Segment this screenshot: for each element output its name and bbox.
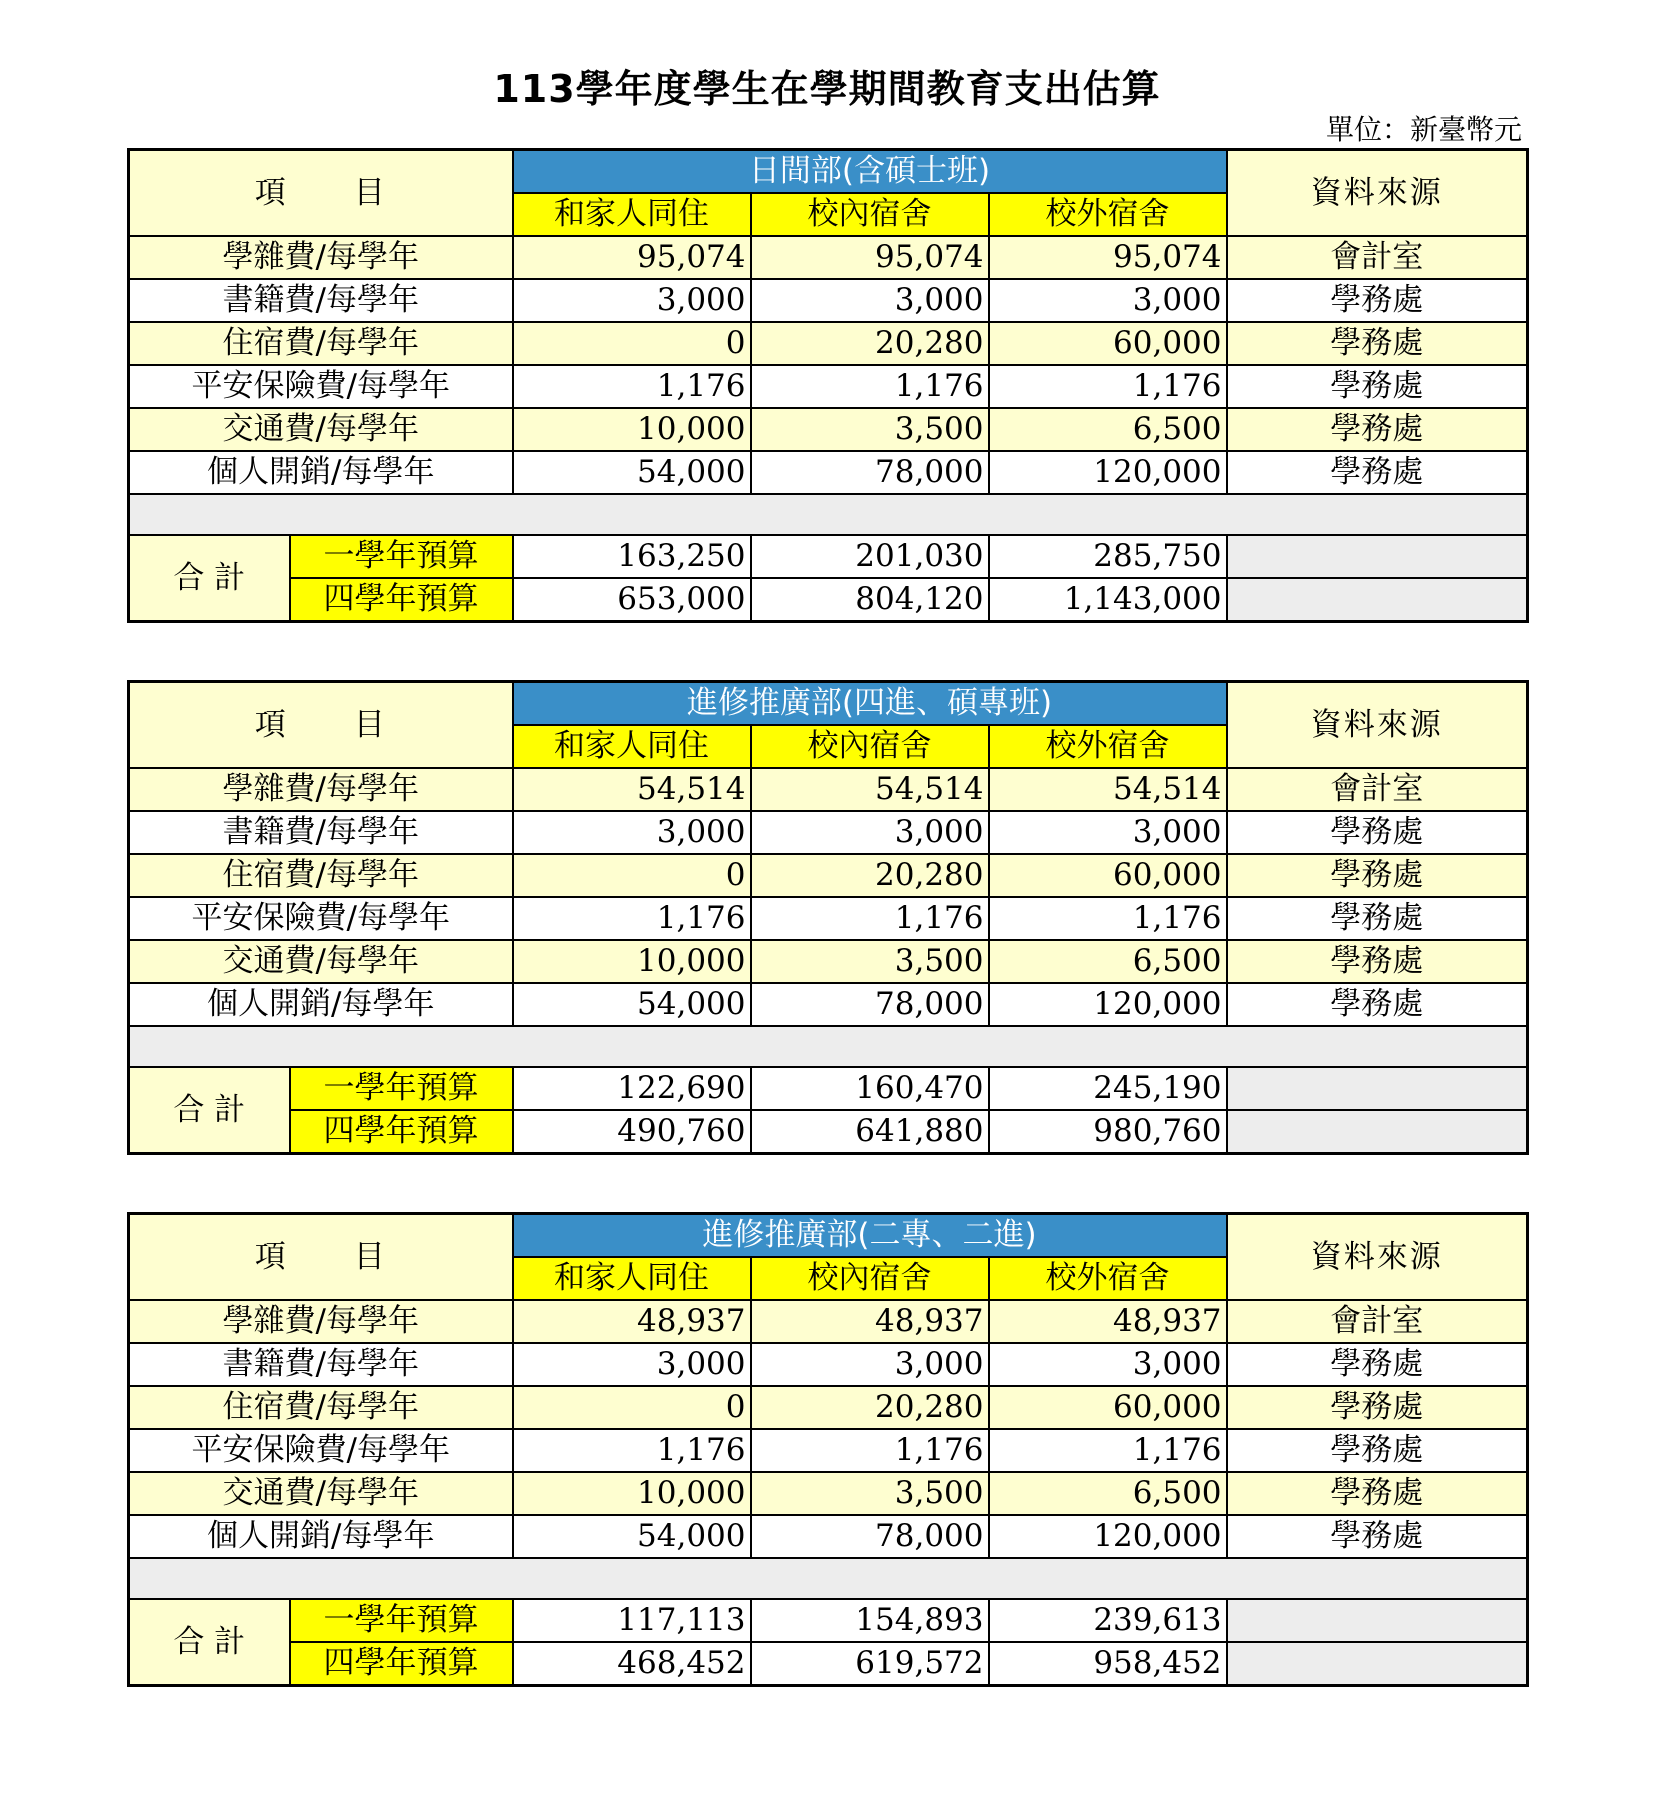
value-cell: 1,176 [989, 1429, 1227, 1472]
value-cell: 78,000 [751, 1515, 989, 1558]
table-row [129, 1386, 1528, 1429]
value-cell: 20,280 [751, 1386, 989, 1429]
value-cell: 6,500 [989, 940, 1227, 983]
value-cell: 1,176 [751, 897, 989, 940]
empty-source-cell [1227, 578, 1528, 622]
spacer-row [129, 1026, 1528, 1067]
value-cell: 48,937 [989, 1300, 1227, 1343]
item-header: 項 目 [129, 1214, 513, 1301]
value-cell: 20,280 [751, 322, 989, 365]
value-cell: 54,514 [989, 768, 1227, 811]
value-cell: 3,000 [751, 1343, 989, 1386]
table-row [129, 1515, 1528, 1558]
table-row [129, 236, 1528, 279]
value-cell: 6,500 [989, 1472, 1227, 1515]
table-row [129, 1429, 1528, 1472]
source-cell: 會計室 [1227, 1300, 1528, 1343]
row-label: 平安保險費/每學年 [129, 1429, 513, 1472]
row-label: 個人開銷/每學年 [129, 1515, 513, 1558]
value-cell: 3,000 [989, 279, 1227, 322]
total-row [129, 1110, 1528, 1154]
total-row [129, 1067, 1528, 1110]
row-label: 住宿費/每學年 [129, 322, 513, 365]
empty-source-cell [1227, 1067, 1528, 1110]
value-cell: 54,000 [513, 1515, 751, 1558]
value-cell: 10,000 [513, 408, 751, 451]
table-row [129, 940, 1528, 983]
value-cell: 54,000 [513, 451, 751, 494]
spacer-cell [129, 494, 1528, 535]
total-value: 117,113 [513, 1599, 751, 1642]
row-label: 住宿費/每學年 [129, 1386, 513, 1429]
total-value: 468,452 [513, 1642, 751, 1686]
total-label: 合 計 [129, 1599, 290, 1686]
table-row [129, 1300, 1528, 1343]
value-cell: 48,937 [513, 1300, 751, 1343]
value-cell: 95,074 [513, 236, 751, 279]
row-label: 書籍費/每學年 [129, 1343, 513, 1386]
source-cell: 學務處 [1227, 1515, 1528, 1558]
row-label: 學雜費/每學年 [129, 768, 513, 811]
source-cell: 學務處 [1227, 322, 1528, 365]
table-row [129, 897, 1528, 940]
value-cell: 3,000 [751, 811, 989, 854]
spacer-row [129, 494, 1528, 535]
source-cell: 學務處 [1227, 1429, 1528, 1472]
budget-label: 一學年預算 [290, 535, 513, 578]
total-value: 653,000 [513, 578, 751, 622]
group-header: 進修推廣部(四進、碩專班) [513, 682, 1227, 726]
value-cell: 1,176 [751, 365, 989, 408]
table-row [129, 451, 1528, 494]
total-label: 合 計 [129, 535, 290, 622]
total-value: 201,030 [751, 535, 989, 578]
value-cell: 3,000 [989, 1343, 1227, 1386]
budget-label: 一學年預算 [290, 1599, 513, 1642]
value-cell: 3,000 [513, 811, 751, 854]
value-cell: 10,000 [513, 1472, 751, 1515]
value-cell: 1,176 [989, 897, 1227, 940]
value-cell: 1,176 [513, 897, 751, 940]
empty-source-cell [1227, 1642, 1528, 1686]
row-label: 住宿費/每學年 [129, 854, 513, 897]
table-row [129, 854, 1528, 897]
expense-table [127, 1212, 1529, 1687]
value-cell: 3,500 [751, 1472, 989, 1515]
value-cell: 3,000 [989, 811, 1227, 854]
budget-label: 一學年預算 [290, 1067, 513, 1110]
total-label: 合 計 [129, 1067, 290, 1154]
total-row [129, 578, 1528, 622]
total-value: 163,250 [513, 535, 751, 578]
row-label: 平安保險費/每學年 [129, 897, 513, 940]
value-cell: 60,000 [989, 854, 1227, 897]
value-cell: 95,074 [989, 236, 1227, 279]
source-cell: 學務處 [1227, 1343, 1528, 1386]
source-header: 資料來源 [1227, 150, 1528, 237]
value-cell: 1,176 [989, 365, 1227, 408]
row-label: 交通費/每學年 [129, 1472, 513, 1515]
table-row [129, 365, 1528, 408]
value-cell: 54,514 [513, 768, 751, 811]
source-cell: 學務處 [1227, 365, 1528, 408]
table-row [129, 408, 1528, 451]
column-header: 校外宿舍 [989, 725, 1227, 768]
row-label: 書籍費/每學年 [129, 279, 513, 322]
budget-label: 四學年預算 [290, 1642, 513, 1686]
header-row [129, 1214, 1528, 1258]
budget-label: 四學年預算 [290, 578, 513, 622]
header-row [129, 682, 1528, 726]
value-cell: 0 [513, 322, 751, 365]
value-cell: 60,000 [989, 322, 1227, 365]
row-label: 個人開銷/每學年 [129, 451, 513, 494]
source-cell: 學務處 [1227, 1472, 1528, 1515]
total-row [129, 535, 1528, 578]
table-row [129, 768, 1528, 811]
value-cell: 78,000 [751, 451, 989, 494]
row-label: 交通費/每學年 [129, 408, 513, 451]
value-cell: 6,500 [989, 408, 1227, 451]
budget-label: 四學年預算 [290, 1110, 513, 1154]
table-row [129, 279, 1528, 322]
row-label: 書籍費/每學年 [129, 811, 513, 854]
spacer-cell [129, 1558, 1528, 1599]
value-cell: 54,000 [513, 983, 751, 1026]
value-cell: 95,074 [751, 236, 989, 279]
row-label: 平安保險費/每學年 [129, 365, 513, 408]
value-cell: 3,000 [751, 279, 989, 322]
row-label: 學雜費/每學年 [129, 1300, 513, 1343]
value-cell: 3,000 [513, 1343, 751, 1386]
value-cell: 48,937 [751, 1300, 989, 1343]
value-cell: 1,176 [513, 1429, 751, 1472]
column-header: 校內宿舍 [751, 193, 989, 236]
table-row [129, 983, 1528, 1026]
row-label: 學雜費/每學年 [129, 236, 513, 279]
column-header: 和家人同住 [513, 725, 751, 768]
spacer-row [129, 1558, 1528, 1599]
table-row [129, 811, 1528, 854]
value-cell: 54,514 [751, 768, 989, 811]
total-row [129, 1599, 1528, 1642]
total-value: 980,760 [989, 1110, 1227, 1154]
table-row [129, 1472, 1528, 1515]
total-value: 160,470 [751, 1067, 989, 1110]
expense-table [127, 148, 1529, 623]
source-cell: 學務處 [1227, 940, 1528, 983]
total-row [129, 1642, 1528, 1686]
total-value: 804,120 [751, 578, 989, 622]
value-cell: 0 [513, 854, 751, 897]
value-cell: 20,280 [751, 854, 989, 897]
column-header: 校內宿舍 [751, 725, 989, 768]
empty-source-cell [1227, 1599, 1528, 1642]
item-header: 項 目 [129, 150, 513, 237]
total-value: 122,690 [513, 1067, 751, 1110]
total-value: 1,143,000 [989, 578, 1227, 622]
empty-source-cell [1227, 535, 1528, 578]
page-title: 113學年度學生在學期間教育支出估算 [493, 67, 1161, 111]
expense-table [127, 680, 1529, 1155]
total-value: 641,880 [751, 1110, 989, 1154]
source-cell: 學務處 [1227, 408, 1528, 451]
column-header: 校內宿舍 [751, 1257, 989, 1300]
source-cell: 學務處 [1227, 1386, 1528, 1429]
table-row [129, 1343, 1528, 1386]
total-value: 154,893 [751, 1599, 989, 1642]
value-cell: 1,176 [513, 365, 751, 408]
source-cell: 學務處 [1227, 451, 1528, 494]
value-cell: 1,176 [751, 1429, 989, 1472]
value-cell: 60,000 [989, 1386, 1227, 1429]
value-cell: 120,000 [989, 983, 1227, 1026]
row-label: 交通費/每學年 [129, 940, 513, 983]
value-cell: 120,000 [989, 1515, 1227, 1558]
column-header: 校外宿舍 [989, 193, 1227, 236]
header-row [129, 150, 1528, 194]
source-cell: 學務處 [1227, 983, 1528, 1026]
value-cell: 0 [513, 1386, 751, 1429]
empty-source-cell [1227, 1110, 1528, 1154]
group-header: 進修推廣部(二專、二進) [513, 1214, 1227, 1258]
source-cell: 學務處 [1227, 811, 1528, 854]
spacer-cell [129, 1026, 1528, 1067]
total-value: 958,452 [989, 1642, 1227, 1686]
column-header: 和家人同住 [513, 1257, 751, 1300]
unit-label: 單位：新臺幣元 [1325, 113, 1522, 146]
item-header: 項 目 [129, 682, 513, 769]
total-value: 490,760 [513, 1110, 751, 1154]
column-header: 校外宿舍 [989, 1257, 1227, 1300]
source-cell: 學務處 [1227, 897, 1528, 940]
row-label: 個人開銷/每學年 [129, 983, 513, 1026]
column-header: 和家人同住 [513, 193, 751, 236]
source-header: 資料來源 [1227, 1214, 1528, 1301]
value-cell: 10,000 [513, 940, 751, 983]
value-cell: 3,500 [751, 940, 989, 983]
source-cell: 學務處 [1227, 854, 1528, 897]
value-cell: 120,000 [989, 451, 1227, 494]
source-header: 資料來源 [1227, 682, 1528, 769]
value-cell: 3,000 [513, 279, 751, 322]
source-cell: 會計室 [1227, 768, 1528, 811]
source-cell: 會計室 [1227, 236, 1528, 279]
total-value: 285,750 [989, 535, 1227, 578]
group-header: 日間部(含碩士班) [513, 150, 1227, 194]
value-cell: 78,000 [751, 983, 989, 1026]
total-value: 239,613 [989, 1599, 1227, 1642]
value-cell: 3,500 [751, 408, 989, 451]
source-cell: 學務處 [1227, 279, 1528, 322]
table-row [129, 322, 1528, 365]
total-value: 619,572 [751, 1642, 989, 1686]
total-value: 245,190 [989, 1067, 1227, 1110]
